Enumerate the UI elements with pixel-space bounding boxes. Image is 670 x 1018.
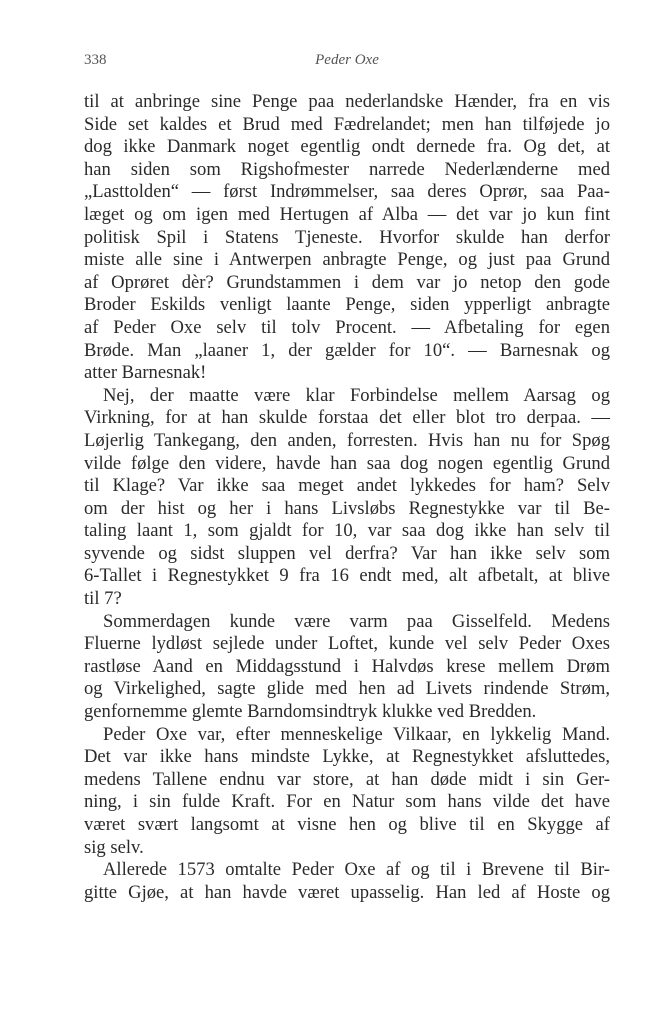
text-line: været svært langsomt at visne hen og blive til en Skygge af — [84, 814, 610, 835]
text-line: Fluerne lydløst sejlede under Loftet, kunde vel selv Peder Oxes — [84, 633, 610, 655]
text-line: af Peder Oxe selv til tolv Procent. — Afbetaling for egen — [84, 316, 610, 338]
text-line: og Virkelighed, sagte glide med hen ad Livets rindende Strøm, — [84, 678, 610, 700]
text-line: miste alle sine i Antwerpen anbragte Penge, og just paa Grund — [84, 249, 610, 271]
text-line: Nej, der maatte være klar Forbindelse mellem Aarsag og — [103, 384, 610, 406]
text-line: dog ikke Danmark noget egentlig ondt dernede fra. Og det, at — [84, 136, 610, 158]
text-line: Allerede 1573 omtalte Peder Oxe af og til i Brevene til Bir- — [103, 859, 610, 881]
text-line: syvende og sidst sluppen vel derfra? Var han ikke selv som — [84, 542, 610, 564]
text-line: Broder Eskilds venligt laante Penge, siden ypperligt anbragte — [84, 294, 610, 316]
text-line: vilde følge den videre, havde han saa dog nogen egentlig Grund — [84, 452, 610, 474]
running-title: Peder Oxe — [315, 52, 379, 68]
text-line: læget og om igen med Hertugen af Alba — det var jo kun fint — [84, 203, 610, 225]
text-line: Virkning, for at han skulde forstaa det eller blot tro derpaa. — — [84, 407, 610, 429]
text-line: politisk Spil i Statens Tjeneste. Hvorfor skulde han derfor — [84, 226, 610, 248]
text-line: genfornemme glemte Barndomsindtryk klukke ved Bredden. — [84, 701, 537, 723]
text-line: „Lasttolden“ — først Indrømmelser, saa deres Oprør, saa Paa- — [84, 181, 610, 203]
page-number: 338 — [84, 52, 107, 68]
text-line: om der hist og her i hans Livsløbs Regnestykke var til Be- — [84, 497, 610, 519]
text-line: ning, i sin fulde Kraft. For en Natur som hans vilde det have — [84, 791, 610, 813]
text-line: han siden som Rigshofmester narrede Nederlænderne med — [84, 158, 610, 180]
text-line: gitte Gjøe, at han havde været upasselig. Han led af Hoste og — [84, 881, 610, 903]
text-line: sig selv. — [84, 836, 144, 858]
text-line: af Oprøret dèr? Grundstammen i dem var jo netop den gode — [84, 271, 610, 293]
text-line: til Klage? Var ikke saa meget andet lykkedes for ham? Selv — [84, 475, 610, 497]
text-line: Det var ikke hans mindste Lykke, at Regnestykket afsluttedes, — [84, 746, 610, 768]
text-line: til 7? — [84, 588, 122, 610]
page-header — [84, 52, 610, 72]
text-line: Sommerdagen kunde være varm paa Gisselfeld. Medens — [103, 610, 610, 632]
text-line: medens Tallene endnu var store, at han døde midt i sin Ger- — [84, 768, 610, 790]
text-line: til at anbringe sine Penge paa nederlandske Hænder, fra en vis — [84, 91, 610, 112]
text-line: Side set kaldes et Brud med Fædrelandet; men han tilføjede jo — [84, 113, 610, 135]
text-line: Løjerlig Tankegang, den anden, forresten. Hvis han nu for Spøg — [84, 429, 610, 451]
text-line: rastløse Aand en Middagsstund i Halvdøs krese mellem Drøm — [84, 655, 610, 677]
text-line: atter Barnesnak! — [84, 362, 207, 384]
text-line: 6-Tallet i Regnestykket 9 fra 16 endt med, alt afbetalt, at blive — [84, 565, 610, 587]
text-line: Brøde. Man „laaner 1, der gælder for 10“. — Barnesnak og — [84, 339, 610, 361]
text-line: taling laant 1, som gjaldt for 10, var saa dog ikke han selv til — [84, 520, 610, 542]
text-line: Peder Oxe var, efter menneskelige Vilkaar, en lykkelig Mand. — [103, 723, 610, 745]
body-text — [84, 91, 610, 904]
